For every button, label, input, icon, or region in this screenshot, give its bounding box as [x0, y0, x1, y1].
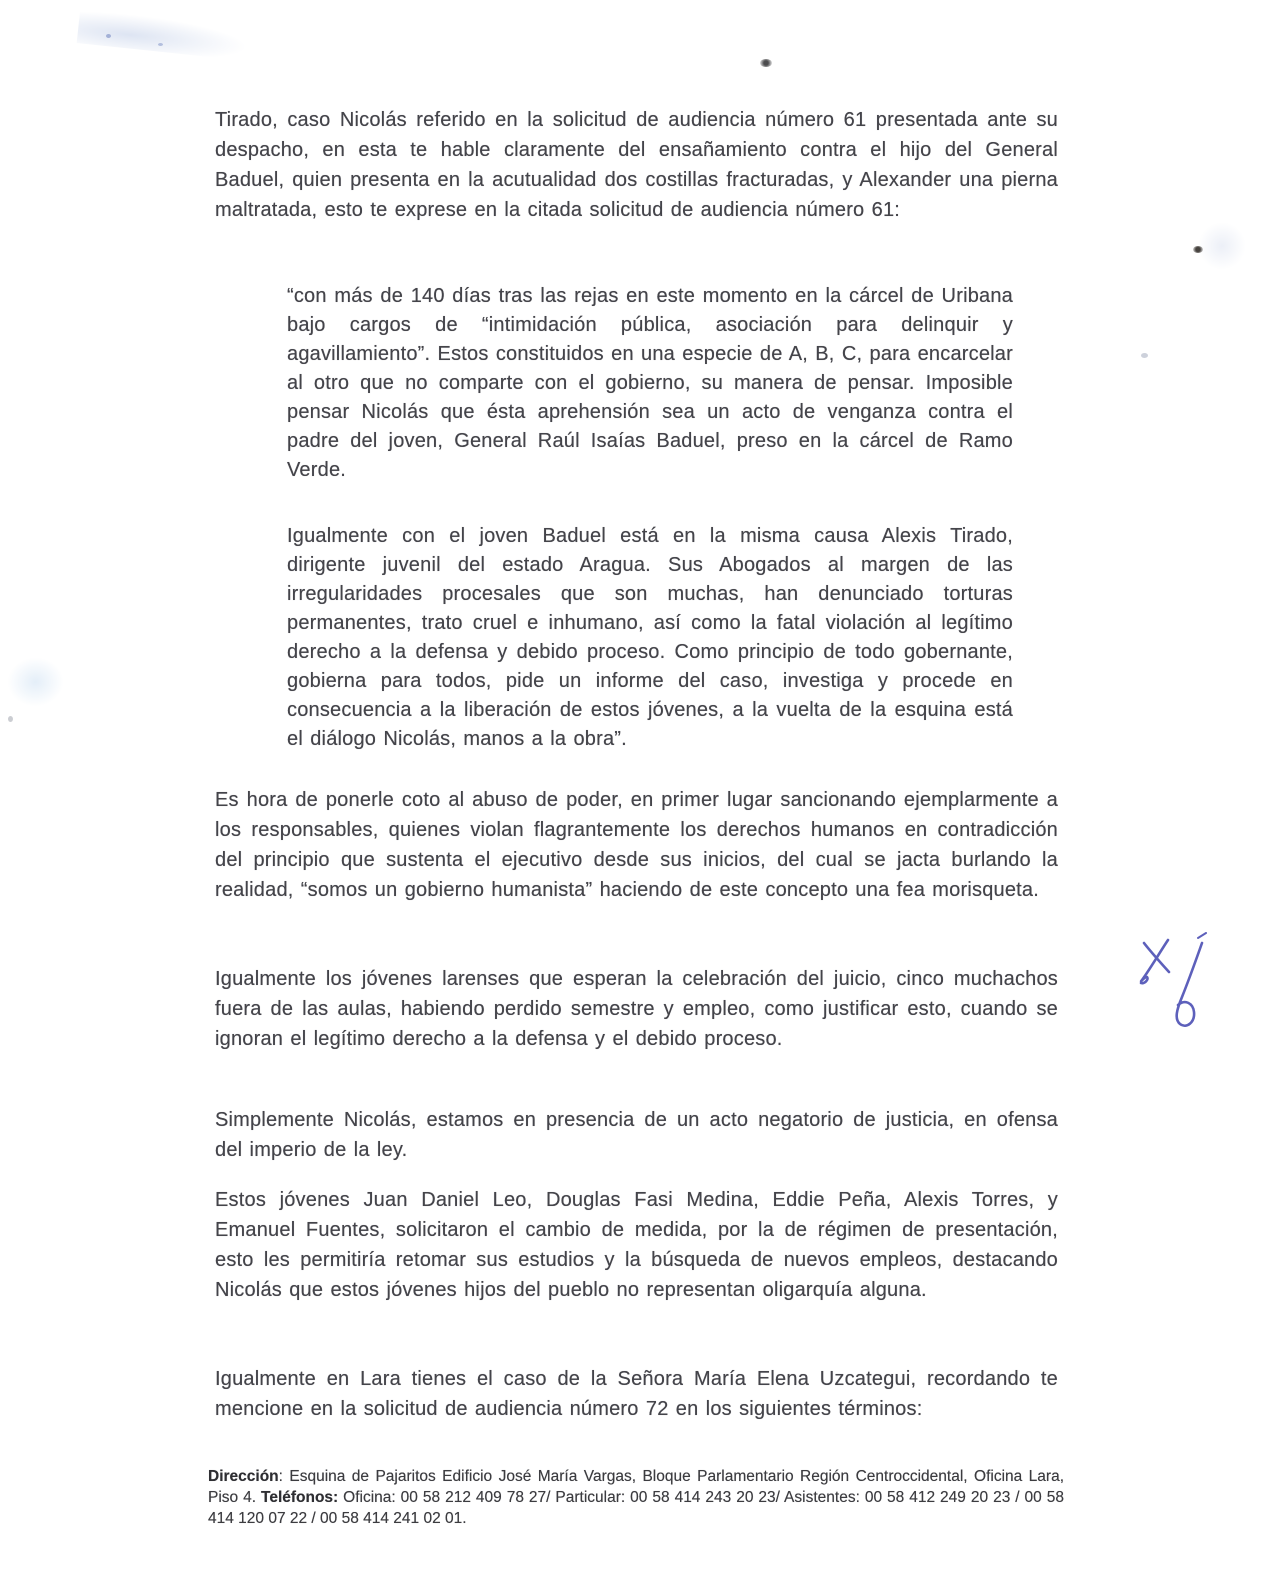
paragraph-estos-jovenes: Estos jóvenes Juan Daniel Leo, Douglas Fasi Medina, Eddie Peña, Alexis Torres, y Emanuel Fuentes, solicitaron el cambio de medida, por la de régimen de presentación, esto les permitiría retomar sus estudios y la búsqueda de nuevos empleos, destacando Nicolás que estos jóvenes hijos del pueblo no representan oligarquía alguna. [215, 1189, 1058, 1301]
scan-speck-right-margin [1193, 246, 1203, 253]
footer-contact-block [208, 1466, 1064, 1529]
paragraph-es-hora: Es hora de ponerle coto al abuso de poder, en primer lugar sancionando ejemplarmente a los responsables, quienes violan flagrantemente los derechos humanos en contradicción del principio que sustenta el ejecutivo desde sus inicios, del cual se jacta burlando la realidad, “somos un gobierno humanista” haciendo de este concepto una fea morisqueta. [215, 789, 1058, 901]
ink-flick [1198, 933, 1206, 938]
footer-direccion-label: Dirección [208, 1468, 279, 1485]
paragraph-intro-tirado: Tirado, caso Nicolás referido en la solicitud de audiencia número 61 presentada ante su despacho, en esta te hable claramente del ensañamiento contra el hijo del General Baduel, quien presenta en la acutualidad dos costillas fracturadas, y Alexander una pierna maltratada, esto te exprese en la citada solicitud de audiencia número 61: [215, 109, 1058, 221]
scan-smudge-left-edge [8, 658, 63, 706]
footer-telefonos-text: Oficina: 00 58 212 409 78 27/ Particular: 00 58 414 243 20 23/ Asistentes: 00 58 412 249 20 23 / 00 58 414 120 07 22 / 00 58 414 241 02 01. [208, 1489, 1064, 1527]
scan-speck-mid-right [1141, 353, 1148, 358]
ink-y-stroke [1177, 943, 1202, 1026]
quote-solicitud-61-part-2: Igualmente con el joven Baduel está en la misma causa Alexis Tirado, dirigente juvenil del estado Aragua. Sus Abogados al margen de las irregularidades procesales que son muchas, han denunciado torturas permanentes, trato cruel e inhumano, así como la fatal violación al legítimo derecho a la defensa y debido proceso. Como principio de todo gobernante, gobierna para todos, pide un informe del caso, investiga y procede en consecuencia a la liberación de estos jóvenes, a la vuelta de la esquina está el diálogo Nicolás, manos a la obra”. [287, 525, 1013, 750]
scan-smudge-right-margin [1198, 222, 1246, 270]
scan-smudge-top-left [77, 9, 250, 61]
paragraph-jovenes-larenses: Igualmente los jóvenes larenses que esperan la celebración del juicio, cinco muchachos fuera de las aulas, habiendo perdido semestre y empleo, como justificar esto, cuando se ignoran el legítimo derecho a la defensa y el debido proceso. [215, 968, 1058, 1050]
ink-x-stroke-1 [1144, 943, 1169, 972]
ink-x-stroke-2 [1141, 940, 1168, 983]
quote-solicitud-61-part-1: “con más de 140 días tras las rejas en este momento en la cárcel de Uribana bajo cargos de “intimidación pública, asociación para delinquir y agavillamiento”. Estos constituidos en una especie de A, B, C, para encarcelar al otro que no comparte con el gobierno, su manera de pensar. Imposible pensar Nicolás que ésta aprehensión sea un acto de venganza contra el padre del joven, General Raúl Isaías Baduel, preso en la cárcel de Ramo Verde. [287, 285, 1013, 481]
scan-speck-top-left-2 [158, 43, 163, 46]
paragraph-simplemente: Simplemente Nicolás, estamos en presencia de un acto negatorio de justicia, en ofensa del imperio de la ley. [215, 1109, 1058, 1161]
handwritten-initials-mark [1098, 903, 1243, 1053]
footer-direccion-text: : Esquina de Pajaritos Edificio José María Vargas, Bloque Parlamentario Región Centroccidental, Oficina Lara, Piso 4. [208, 1468, 1064, 1506]
scan-speck-left-edge [8, 716, 13, 722]
scan-speck-top-center [760, 59, 772, 67]
scan-speck-top-left-1 [106, 34, 111, 38]
footer-telefonos-label: Teléfonos: [261, 1489, 339, 1506]
paragraph-igualmente-en-lara: Igualmente en Lara tienes el caso de la Señora María Elena Uzcategui, recordando te mencione en la solicitud de audiencia número 72 en los siguientes términos: [215, 1368, 1058, 1420]
